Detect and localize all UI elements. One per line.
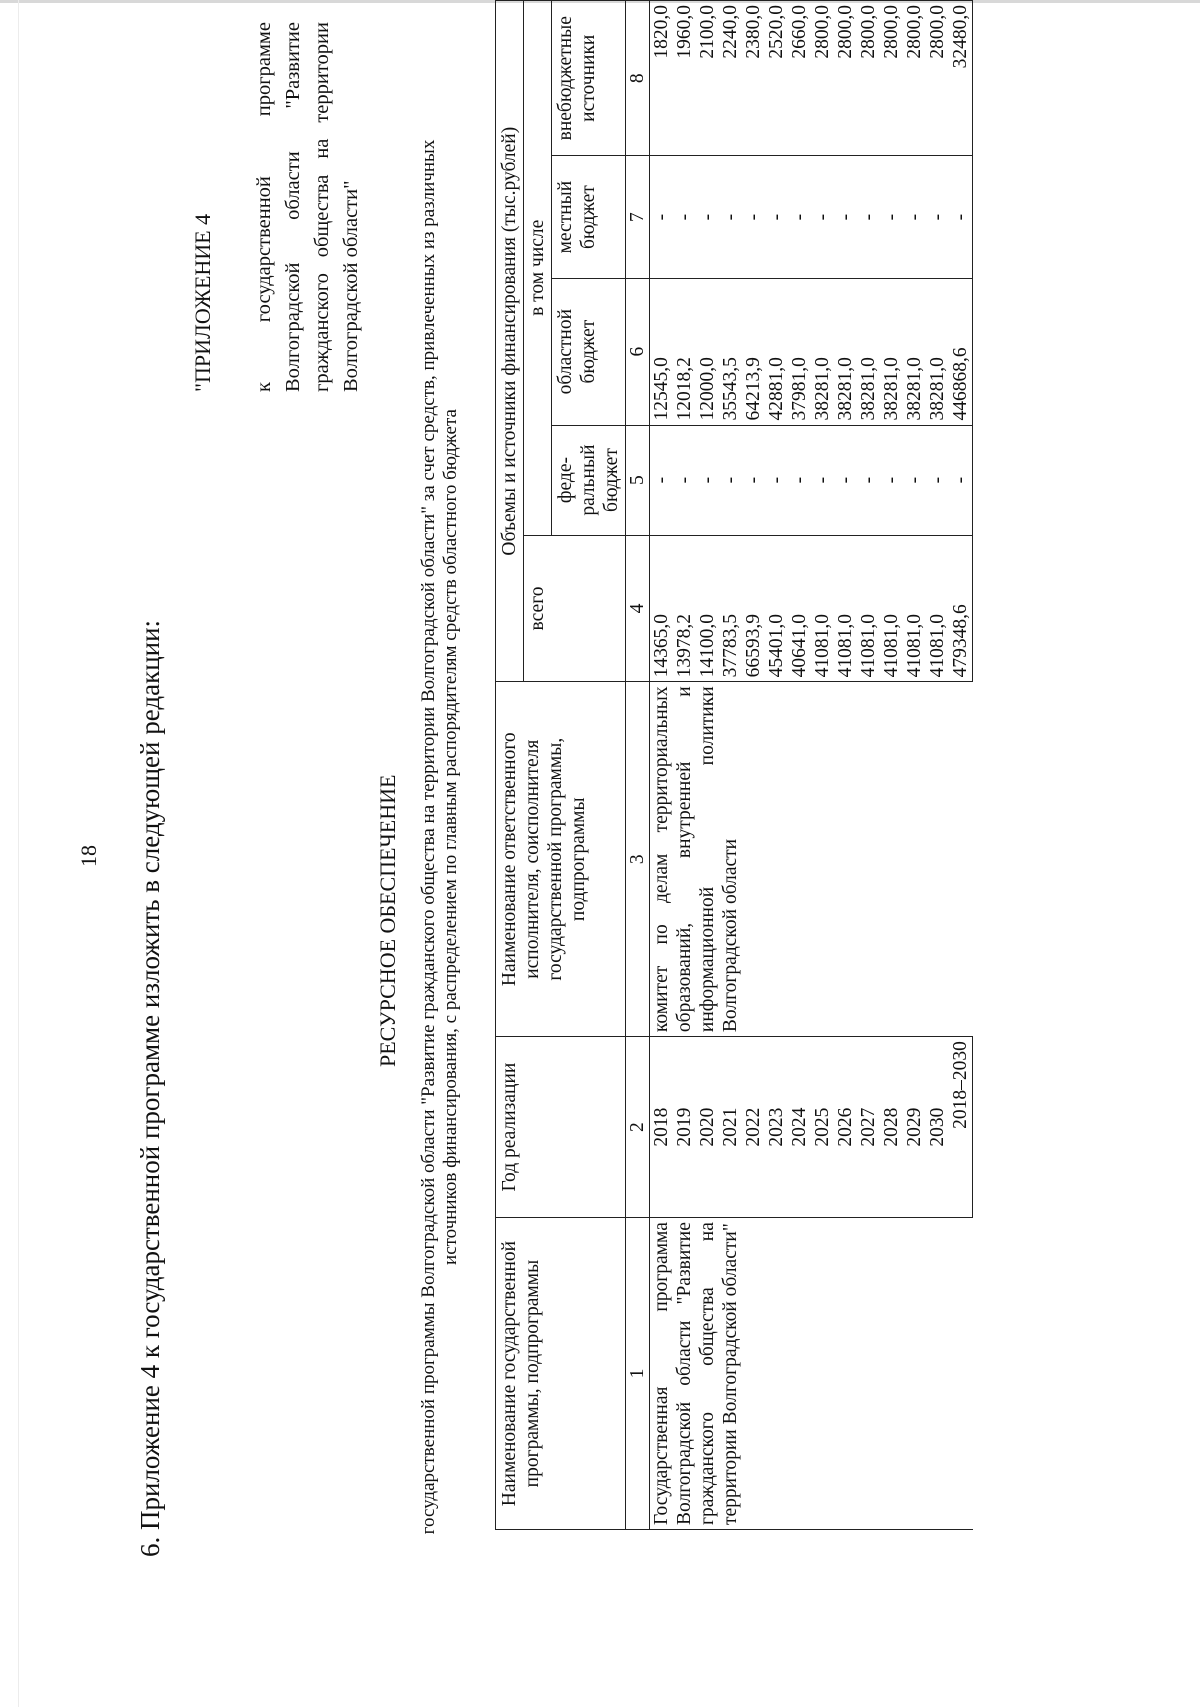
header-including: в том числе [524, 1, 552, 536]
column-number: 3 [626, 682, 650, 1037]
local-cell: - [926, 156, 949, 278]
total-cell: 14100,0 [696, 535, 719, 682]
extrabudgetary-cell: 2800,0 [811, 1, 834, 156]
column-number: 5 [626, 425, 650, 535]
extrabudgetary-cell: 2520,0 [765, 1, 788, 156]
year-cell: 2024 [788, 1037, 811, 1218]
federal-cell: - [673, 425, 696, 535]
local-cell: - [696, 156, 719, 278]
local-cell: - [673, 156, 696, 278]
federal-cell: - [857, 425, 880, 535]
extrabudgetary-cell: 1960,0 [673, 1, 696, 156]
extrabudgetary-cell: 2800,0 [880, 1, 903, 156]
federal-cell: - [765, 425, 788, 535]
local-cell: - [788, 156, 811, 278]
total-cell: 479348,6 [949, 535, 973, 682]
extrabudgetary-cell: 2100,0 [696, 1, 719, 156]
federal-cell: - [926, 425, 949, 535]
federal-cell: - [696, 425, 719, 535]
appendix-title: "ПРИЛОЖЕНИЕ 4 [190, 213, 215, 392]
header-funding-group: Объемы и источники финансирования (тыс.рублей) [496, 1, 524, 682]
federal-cell: - [788, 425, 811, 535]
program-name-cell: Государственная программа Волгоградской области "Развитие гражданского общества на территории Волгоградской области" [650, 1218, 973, 1530]
extrabudgetary-cell: 2800,0 [834, 1, 857, 156]
header-executor: Наименование ответственного исполнителя, соисполнителя государственной программы, подпрограммы [496, 682, 626, 1037]
column-number: 8 [626, 1, 650, 156]
regional-cell: 38281,0 [834, 278, 857, 425]
regional-cell: 38281,0 [811, 278, 834, 425]
local-cell: - [857, 156, 880, 278]
federal-cell: - [880, 425, 903, 535]
regional-cell: 42881,0 [765, 278, 788, 425]
header-program-name: Наименование государственной программы, подпрограммы [496, 1218, 626, 1530]
table-row [650, 1, 674, 1530]
year-cell: 2022 [742, 1037, 765, 1218]
header-year: Год реализации [496, 1037, 626, 1218]
local-cell: - [742, 156, 765, 278]
total-cell: 41081,0 [834, 535, 857, 682]
column-number: 6 [626, 278, 650, 425]
federal-cell: - [719, 425, 742, 535]
year-cell: 2029 [903, 1037, 926, 1218]
local-cell: - [949, 156, 973, 278]
resource-table [495, 0, 973, 1530]
total-cell: 41081,0 [811, 535, 834, 682]
regional-cell: 446868,6 [949, 278, 973, 425]
federal-cell: - [811, 425, 834, 535]
column-number-row [626, 1, 650, 1530]
year-cell: 2026 [834, 1037, 857, 1218]
year-cell: 2020 [696, 1037, 719, 1218]
local-cell: - [765, 156, 788, 278]
column-number: 1 [626, 1218, 650, 1530]
document-title: РЕСУРСНОЕ ОБЕСПЕЧЕНИЕ [375, 774, 400, 1067]
local-cell: - [880, 156, 903, 278]
extrabudgetary-cell: 2240,0 [719, 1, 742, 156]
local-cell: - [719, 156, 742, 278]
total-cell: 41081,0 [903, 535, 926, 682]
year-cell: 2030 [926, 1037, 949, 1218]
page-number: 18 [76, 845, 101, 867]
extrabudgetary-cell: 2800,0 [926, 1, 949, 156]
federal-cell: - [650, 425, 674, 535]
extrabudgetary-cell: 2800,0 [857, 1, 880, 156]
total-cell: 40641,0 [788, 535, 811, 682]
extrabudgetary-cell: 2380,0 [742, 1, 765, 156]
local-cell: - [650, 156, 674, 278]
regional-cell: 12018,2 [673, 278, 696, 425]
federal-cell: - [834, 425, 857, 535]
extrabudgetary-cell: 2660,0 [788, 1, 811, 156]
federal-cell: - [742, 425, 765, 535]
intro-paragraph: 6. Приложение 4 к государственной программе изложить в следующей редакции: [135, 619, 165, 1557]
total-cell: 41081,0 [880, 535, 903, 682]
total-cell: 41081,0 [857, 535, 880, 682]
year-cell: 2018 [650, 1037, 674, 1218]
column-number: 4 [626, 535, 650, 682]
regional-cell: 37981,0 [788, 278, 811, 425]
local-cell: - [811, 156, 834, 278]
total-cell: 14365,0 [650, 535, 674, 682]
header-regional: областной бюджет [552, 278, 626, 425]
year-cell: 2023 [765, 1037, 788, 1218]
header-local: местный бюджет [552, 156, 626, 278]
regional-cell: 38281,0 [857, 278, 880, 425]
total-cell: 66593,9 [742, 535, 765, 682]
regional-cell: 64213,9 [742, 278, 765, 425]
header-total: всего [524, 535, 626, 682]
total-cell: 41081,0 [926, 535, 949, 682]
extrabudgetary-cell: 1820,0 [650, 1, 674, 156]
column-number: 7 [626, 156, 650, 278]
local-cell: - [834, 156, 857, 278]
total-cell: 45401,0 [765, 535, 788, 682]
regional-cell: 35543,5 [719, 278, 742, 425]
regional-cell: 38281,0 [903, 278, 926, 425]
extrabudgetary-cell: 2800,0 [903, 1, 926, 156]
executor-cell: комитет по делам территориальных образований, внутренней и информационной политики Волгоградской области [650, 682, 973, 1037]
header-extrabudgetary: внебюджетные источники [552, 1, 626, 156]
year-cell: 2025 [811, 1037, 834, 1218]
total-cell: 13978,2 [673, 535, 696, 682]
document-subtitle: государственной программы Волгоградской области "Развитие гражданского общества на территории Волгоградской области" за счет средств, привлеченных из различных источников финансирования, с распределением по главным распорядителям средств областного бюджета [418, 139, 461, 1535]
column-number: 2 [626, 1037, 650, 1218]
federal-cell: - [903, 425, 926, 535]
regional-cell: 38281,0 [880, 278, 903, 425]
regional-cell: 38281,0 [926, 278, 949, 425]
year-cell: 2021 [719, 1037, 742, 1218]
federal-cell: - [949, 425, 973, 535]
regional-cell: 12000,0 [696, 278, 719, 425]
regional-cell: 12545,0 [650, 278, 674, 425]
year-cell: 2019 [673, 1037, 696, 1218]
year-cell: 2027 [857, 1037, 880, 1218]
appendix-reference: к государственной программе Волгоградской области "Развитие гражданского общества на территории Волгоградской области" [253, 22, 362, 392]
year-cell: 2028 [880, 1037, 903, 1218]
year-cell: 2018–2030 [949, 1037, 973, 1218]
total-cell: 37783,5 [719, 535, 742, 682]
header-federal: феде-ральный бюджет [552, 425, 626, 535]
local-cell: - [903, 156, 926, 278]
extrabudgetary-cell: 32480,0 [949, 1, 973, 156]
